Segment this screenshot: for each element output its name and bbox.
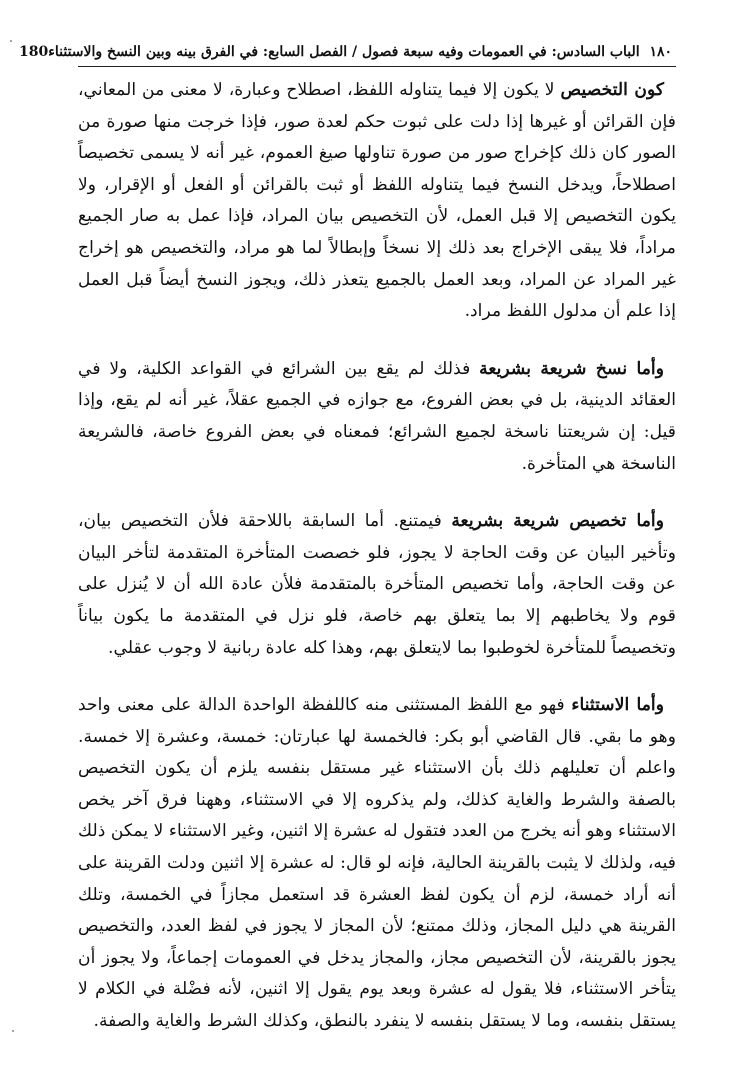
header-page-number-arabic: ١٨٠: [649, 44, 672, 60]
paragraph-text: لا يكون إلا فيما يتناوله اللفظ، اصطلاح وعبارة، لا معنى من المعاني، فإن القرائن أو غيرها إذا دلت على ثبوت حكم لعدة صور، فإذا خرجت منها صورة من الصور كان ذلك كإخراج صور من صورة تناولها صيغ العموم، غير أنه لا يسمى تخصيصاً اصطلاحاً، ويدخل النسخ فيما يتناوله اللفظ أو ثبت بالقرائن أو الفعل أو الإقرار، ولا يكون التخصيص إلا قبل العمل، لأن التخصيص بيان المراد، فإذا عمل به صار الجميع مراداً، فلا يبقى الإخراج بعد ذلك إلا نسخاً وإبطالاً لما هو مراد، والتخصيص هو إخراج غير المراد عن المراد، وبعد العمل بالجميع يتعذر ذلك، ويجوز النسخ أيضاً قبل العمل إذا علم أن مدلول اللفظ مراد.: [78, 80, 676, 322]
paragraph-text: فذلك لم يقع بين الشرائع في القواعد الكلية، ولا في العقائد الدينية، بل في بعض الفروع، مع جوازه في الجميع عقلاً، غير أنه لم يقع، وإذا قيل: إن شريعتنا ناسخة لجميع الشرائع؛ فمعناه في بعض الفروع خاصة، فالشريعة الناسخة هي المتأخرة.: [78, 358, 676, 474]
scan-speck: [12, 1030, 14, 1032]
paragraph-2: [78, 354, 676, 480]
paragraph-text: فهو مع اللفظ المستثنى منه كاللفظة الواحدة الدالة على معنى واحد وهو ما بقي. قال القاضي أبو بكر: فالخمسة لها عبارتان: خمسة، وعشرة إلا خمسة. واعلم أن تعليلهم ذلك بأن الاستثناء غير مستقل بنفسه يلزم أن يكون التخصيص بالصفة والشرط والغاية كذلك، ولم يذكروه إلا في الاستثناء، وههنا فرق آخر يخص الاستثناء وهو أنه يخرج من العدد فتقول له عشرة إلا اثنين، وغير الاستثناء لا يمكن ذلك فيه، ولذلك لا يثبت بالقرينة الحالية، فإنه لو قال: له عشرة إلا اثنين ودلت القرينة على أنه أراد خمسة، لزم أن يكون لفظ العشرة قد استعمل مجازاً في الخمسة، وتلك القرينة هي دليل المجاز، وذلك ممتنع؛ لأن المجاز لا يجوز في لفظ العدد، والتخصيص يجوز بالقرينة، لأن التخصيص مجاز، والمجاز يدخل في العمومات إجماعاً، ولا يجوز أن يتأخر الاستثناء، فلا يقول له عشرة وبعد يوم يقول إلا اثنين، لأنه فضْلة في الكلام لا يستقل بنفسه، وما لا يستقل بنفسه لا ينفرد بالنطق، وكذلك الشرط والغاية والصفة.: [78, 695, 676, 1032]
paragraph-text: فيمتنع. أما السابقة باللاحقة فلأن التخصيص بيان، وتأخير البيان عن وقت الحاجة لا يجوز، فلو خصصت المتأخرة المتقدمة لتأخر البيان عن وقت الحاجة، وأما تخصيص المتأخرة بالمتقدمة فلأن عادة الله أن لا يُنزل على قوم ولا يخاطبهم إلا بما يتعلق بهم خاصة، فلو نزل في المتقدمة ما يكون بياناً وتخصيصاً للمتأخرة لخوطبوا بما لايتعلق بهم، وهذا كله عادة ربانية لا وجوب عقلي.: [78, 511, 676, 658]
running-header: [19, 44, 676, 67]
header-title: [48, 44, 672, 60]
header-chapter-title: الباب السادس: في العمومات وفيه سبعة فصول / الفصل السابع: في الفرق بينه وبين النسخ والاستثناء: [48, 44, 640, 60]
paragraph-lead: وأما نسخ شريعة بشريعة: [479, 358, 664, 379]
page-body: [78, 75, 676, 1038]
scan-speck: [10, 40, 12, 42]
paragraph-4: [78, 690, 676, 1038]
header-page-number-latin: 180: [19, 44, 49, 60]
paragraph-1: [78, 75, 676, 328]
paragraph-lead: وأما تخصيص شريعة بشريعة: [451, 511, 664, 532]
paragraph-lead: كون التخصيص: [560, 80, 665, 100]
paragraph-3: [78, 506, 676, 664]
paragraph-lead: وأما الاستثناء: [571, 695, 665, 716]
book-page: [19, 44, 676, 1064]
